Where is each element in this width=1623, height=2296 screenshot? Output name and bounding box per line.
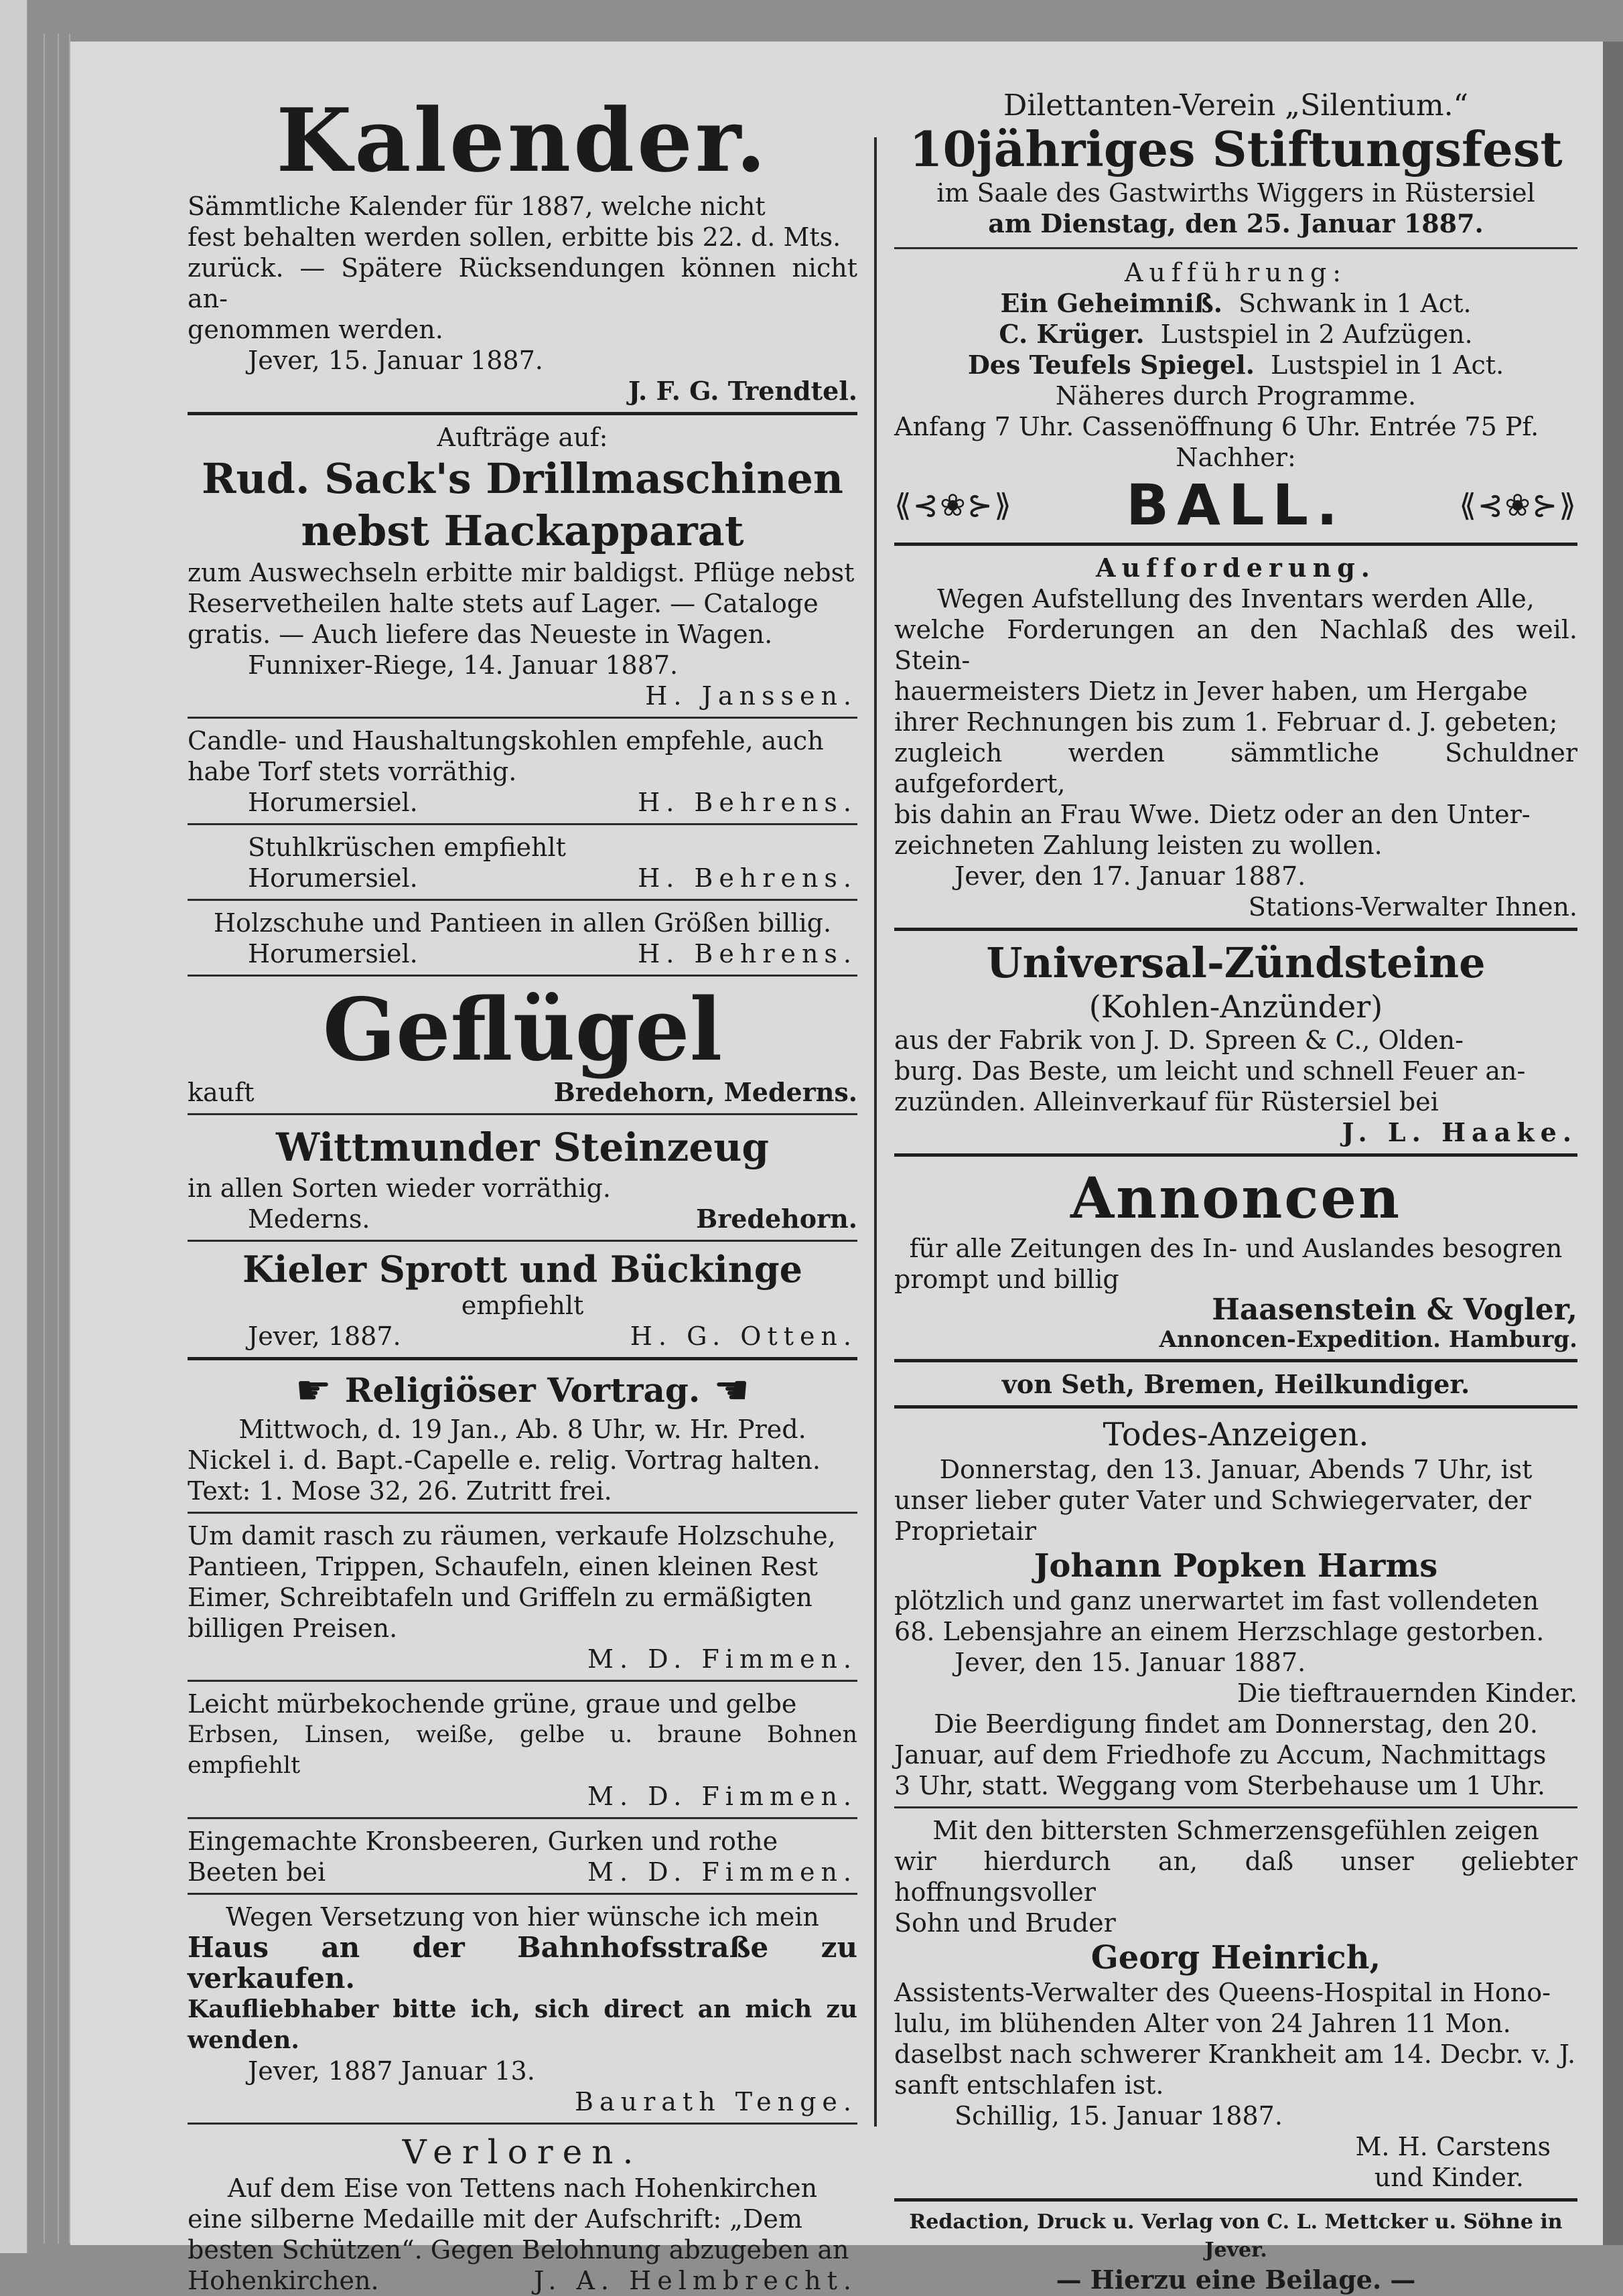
text-line: Nachher: bbox=[1176, 443, 1296, 472]
divider bbox=[188, 1817, 857, 1819]
pointing-hand-left-icon: ☚ bbox=[713, 1367, 750, 1414]
text-line: unser lieber guter Vater und Schwiegervater, der bbox=[894, 1486, 1531, 1515]
headline: Kalender. bbox=[276, 89, 769, 192]
text-line: Stuhlkrüschen empfiehlt bbox=[248, 833, 566, 862]
play-desc: Lustspiel in 1 Act. bbox=[1270, 350, 1504, 380]
ad-gefluegel bbox=[188, 980, 857, 1108]
text-line: wir hierdurch an, daß unser geliebter hoffnungsvoller bbox=[894, 1847, 1577, 1907]
text-line: prompt und billig bbox=[894, 1265, 1119, 1294]
page-shadow bbox=[1603, 42, 1623, 2245]
ornament-left-icon: ⟪⊰❀⊱⟫ bbox=[894, 487, 1013, 523]
ad-kronsbeeren bbox=[188, 1826, 857, 1887]
text-line: Nickel i. d. Bapt.-Capelle e. relig. Vortrag halten. bbox=[188, 1445, 821, 1475]
text-left: kauft bbox=[188, 1078, 255, 1107]
headline: Todes-Anzeigen. bbox=[1103, 1416, 1369, 1453]
text-line: Haus an der Bahnhofsstraße zu verkaufen. bbox=[188, 1931, 857, 1995]
text-line: von Seth, Bremen, Heilkundiger. bbox=[1001, 1369, 1470, 1399]
signature: Baurath Tenge. bbox=[575, 2087, 857, 2116]
pointing-hand-right-icon: ☛ bbox=[295, 1367, 332, 1414]
divider bbox=[188, 1240, 857, 1242]
headline: Annoncen bbox=[1070, 1165, 1402, 1231]
text-line: daselbst nach schwerer Krankheit am 14. Decbr. v. J. bbox=[894, 2039, 1576, 2069]
text-line: Eimer, Schreibtafeln und Griffeln zu ermäßigten bbox=[188, 1583, 813, 1612]
play-title: Des Teufels Spiegel. bbox=[967, 350, 1255, 380]
imprint-text: Redaction, Druck u. Verlag von C. L. Mettcker u. Söhne in Jever. bbox=[909, 2210, 1563, 2262]
signature: H. Janssen. bbox=[645, 681, 857, 711]
text-line: hauermeisters Dietz in Jever haben, um Hergabe bbox=[894, 676, 1528, 706]
page-stack-edge bbox=[60, 33, 70, 2244]
ad-holzschuhe bbox=[188, 908, 857, 969]
divider bbox=[188, 2123, 857, 2125]
ad-steinzeug bbox=[188, 1122, 857, 1234]
text-line: Holzschuhe und Pantieen in allen Größen billig. bbox=[213, 908, 832, 938]
divider bbox=[188, 1512, 857, 1514]
text-line: Proprietair bbox=[894, 1516, 1036, 1546]
page-edge bbox=[0, 0, 28, 2253]
page-stack-edge bbox=[46, 33, 59, 2244]
text-line: welche Forderungen an den Nachlaß des weil. Stein- bbox=[894, 615, 1577, 675]
signature: H. G. Otten. bbox=[630, 1321, 857, 1351]
place: Hohenkirchen. bbox=[188, 2266, 379, 2295]
text-line: Aufführung: bbox=[1124, 258, 1348, 287]
divider bbox=[188, 412, 857, 415]
text-line: Reservetheilen halte stets auf Lager. — Cataloge bbox=[188, 589, 819, 618]
play-desc: Schwank in 1 Act. bbox=[1238, 289, 1472, 318]
divider bbox=[894, 1153, 1577, 1157]
text-line: Mit den bittersten Schmerzensgefühlen zeigen bbox=[932, 1816, 1539, 1845]
text-line: besten Schützen“. Gegen Belohnung abzugeben an bbox=[188, 2235, 849, 2265]
text-line: zum Auswechseln erbitte mir baldigst. Pflüge nebst bbox=[188, 558, 855, 587]
text-left: Beeten bei bbox=[188, 1857, 326, 1887]
ad-seth bbox=[894, 1369, 1577, 1400]
text-line: Candle- und Haushaltungskohlen empfehle, auch bbox=[188, 726, 824, 756]
place-date: Jever, den 17. Januar 1887. bbox=[955, 861, 1306, 891]
text-line: fest behalten werden sollen, erbitte bis 22. d. Mts. bbox=[188, 222, 841, 252]
text-line: Um damit rasch zu räumen, verkaufe Holzschuhe, bbox=[188, 1521, 836, 1551]
signature: H. Behrens. bbox=[638, 863, 857, 893]
text-line: Donnerstag, den 13. Januar, Abends 7 Uhr, ist bbox=[939, 1455, 1533, 1484]
ad-kalender bbox=[188, 90, 857, 407]
text-line: sanft entschlafen ist. bbox=[894, 2070, 1164, 2100]
right-column bbox=[894, 90, 1577, 2295]
text-line: Wegen Aufstellung des Inventars werden Alle, bbox=[937, 584, 1535, 614]
text-line: gratis. — Auch liefere das Neueste in Wagen. bbox=[188, 620, 773, 649]
text-line: Kaufliebhaber bitte ich, sich direct an mich zu wenden. bbox=[188, 1995, 857, 2054]
place-date: Jever, den 15. Januar 1887. bbox=[955, 1648, 1306, 1677]
subheadline: (Kohlen-Anzünder) bbox=[1088, 989, 1383, 1025]
left-column bbox=[188, 90, 857, 2296]
place: Horumersiel. bbox=[248, 939, 418, 968]
divider bbox=[188, 1113, 857, 1115]
deceased-name: Johann Popken Harms bbox=[1034, 1547, 1438, 1585]
divider bbox=[894, 247, 1577, 249]
divider bbox=[894, 1405, 1577, 1409]
signature: J. A. Helmbrecht. bbox=[534, 2266, 857, 2295]
place-date: Schillig, 15. Januar 1887. bbox=[955, 2101, 1283, 2131]
headline: Verloren. bbox=[402, 2133, 643, 2171]
divider bbox=[188, 823, 857, 825]
text-line: genommen werden. bbox=[188, 315, 443, 344]
signature: Die tieftrauernden Kinder. bbox=[1237, 1678, 1577, 1708]
headline: Geflügel bbox=[322, 980, 723, 1080]
text-line: zeichneten Zahlung leisten zu wollen. bbox=[894, 831, 1383, 860]
play-title: Ein Geheimniß. bbox=[1000, 288, 1222, 318]
headline: Aufforderung. bbox=[1096, 553, 1376, 583]
imprint bbox=[894, 2208, 1577, 2295]
signature: H. Behrens. bbox=[638, 939, 857, 968]
play-title: C. Krüger. bbox=[999, 319, 1145, 349]
ad-zuendsteine bbox=[894, 938, 1577, 1148]
text-line: Mittwoch, d. 19 Jan., Ab. 8 Uhr, w. Hr. Pred. bbox=[238, 1415, 806, 1444]
divider bbox=[188, 717, 857, 719]
supplement-note: — Hierzu eine Beilage. — bbox=[1056, 2265, 1416, 2295]
text-line: Leicht mürbekochende grüne, graue und gelbe bbox=[188, 1689, 797, 1719]
text-line: eine silberne Medaille mit der Aufschrift: „Dem bbox=[188, 2204, 802, 2234]
headline: 10jähriges Stiftungsfest bbox=[909, 121, 1563, 177]
page-stack-edge bbox=[30, 33, 45, 2244]
event-date: am Dienstag, den 25. Januar 1887. bbox=[988, 208, 1484, 238]
text-line: aus der Fabrik von J. D. Spreen & C., Olden- bbox=[894, 1025, 1464, 1055]
place: Horumersiel. bbox=[248, 788, 418, 817]
text-line: Dilettanten-Verein „Silentium.“ bbox=[1003, 88, 1469, 123]
ad-vortrag bbox=[188, 1367, 857, 1506]
place-date: Jever, 15. Januar 1887. bbox=[248, 346, 543, 375]
headline: Religiöser Vortrag. bbox=[344, 1370, 701, 1410]
intro-text: Aufträge auf: bbox=[437, 423, 608, 452]
ad-erbsen bbox=[188, 1689, 857, 1812]
ad-kohlen bbox=[188, 725, 857, 818]
headline: Rud. Sack's Drillmaschinen bbox=[201, 454, 843, 503]
text-line: zuzünden. Alleinverkauf für Rüstersiel bei bbox=[894, 1087, 1439, 1117]
place-date: Jever, 1887 Januar 13. bbox=[248, 2056, 535, 2086]
signature: Bredehorn, Mederns. bbox=[553, 1077, 857, 1107]
place: Horumersiel. bbox=[248, 863, 418, 893]
text-line: für alle Zeitungen des In- und Auslandes besogren bbox=[909, 1234, 1563, 1263]
divider bbox=[188, 1680, 857, 1682]
ad-todesanzeige-harms bbox=[894, 1415, 1577, 1801]
headline: Universal-Zündsteine bbox=[986, 938, 1486, 987]
text-line: Erbsen, Linsen, weiße, gelbe u. braune Bohnen empfiehlt bbox=[188, 1721, 857, 1779]
headline: Kieler Sprott und Bückinge bbox=[242, 1248, 802, 1291]
divider bbox=[188, 1357, 857, 1360]
text-line: habe Torf stets vorräthig. bbox=[188, 757, 517, 786]
signature: J. F. G. Trendtel. bbox=[628, 376, 857, 406]
place-date: Funnixer-Riege, 14. Januar 1887. bbox=[248, 650, 679, 680]
deceased-name: Georg Heinrich, bbox=[1090, 1939, 1381, 1977]
text-line: zurück. — Spätere Rücksendungen können nicht an- bbox=[188, 253, 857, 313]
column-rule bbox=[874, 137, 877, 2127]
text-line: Auf dem Eise von Tettens nach Hohenkirchen bbox=[227, 2173, 818, 2203]
firm-sub: Annoncen-Expedition. Hamburg. bbox=[1159, 1326, 1577, 1353]
ad-drillmaschinen bbox=[188, 422, 857, 711]
text-line: 68. Lebensjahre an einem Herzschlage gestorben. bbox=[894, 1617, 1545, 1646]
text-line: Januar, auf dem Friedhofe zu Accum, Nachmittags bbox=[894, 1740, 1547, 1770]
ad-stuhl bbox=[188, 832, 857, 893]
text-line: Eingemachte Kronsbeeren, Gurken und rothe bbox=[188, 1826, 778, 1856]
divider bbox=[188, 975, 857, 977]
text-line: lulu, im blühenden Alter von 24 Jahren 11 Mon. bbox=[894, 2009, 1511, 2038]
ad-sprott bbox=[188, 1248, 857, 1352]
text-line: billigen Preisen. bbox=[188, 1613, 398, 1643]
ad-haus bbox=[188, 1902, 857, 2117]
signature: Bredehorn. bbox=[696, 1204, 857, 1234]
text-line: zugleich werden sämmtliche Schuldner aufgefordert, bbox=[894, 738, 1577, 798]
place-date: Jever, 1887. bbox=[248, 1321, 401, 1351]
text-line: Sohn und Bruder bbox=[894, 1908, 1116, 1938]
divider bbox=[894, 543, 1577, 546]
signature: und Kinder. bbox=[1374, 2163, 1524, 2192]
headline: Wittmunder Steinzeug bbox=[276, 1125, 769, 1170]
signature: M. D. Fimmen. bbox=[587, 1857, 857, 1887]
signature: J. L. Haake. bbox=[1342, 1117, 1577, 1147]
divider bbox=[894, 2198, 1577, 2202]
text-line: Pantieen, Trippen, Schaufeln, einen kleinen Rest bbox=[188, 1552, 819, 1581]
text-line: Sämmtliche Kalender für 1887, welche nicht bbox=[188, 192, 766, 221]
signature: H. Behrens. bbox=[638, 788, 857, 817]
place: Mederns. bbox=[248, 1204, 370, 1234]
firm-name: Haasenstein & Vogler, bbox=[1212, 1293, 1577, 1327]
signature: Stations-Verwalter Ihnen. bbox=[1248, 892, 1577, 922]
divider bbox=[894, 928, 1577, 931]
text-line: burg. Das Beste, um leicht und schnell Feuer an- bbox=[894, 1056, 1526, 1086]
ad-silentium bbox=[894, 90, 1577, 537]
signature: M. D. Fimmen. bbox=[587, 1644, 857, 1674]
headline-ball: BALL. bbox=[1126, 472, 1346, 538]
play-desc: Lustspiel in 2 Aufzügen. bbox=[1160, 319, 1473, 349]
text-line: in allen Sorten wieder vorräthig. bbox=[188, 1173, 611, 1203]
text-line: Assistents-Verwalter des Queens-Hospital in Hono- bbox=[894, 1978, 1551, 2007]
ad-annoncen bbox=[894, 1163, 1577, 1354]
text-line: Näheres durch Programme. bbox=[1055, 381, 1417, 411]
text-line: 3 Uhr, statt. Weggang vom Sterbehause um 1 Uhr. bbox=[894, 1771, 1545, 1800]
ad-raeumen bbox=[188, 1520, 857, 1674]
ad-todesanzeige-heinrich bbox=[894, 1815, 1577, 2193]
divider bbox=[894, 1806, 1577, 1808]
divider bbox=[894, 1359, 1577, 1362]
text-line: Text: 1. Mose 32, 26. Zutritt frei. bbox=[188, 1476, 612, 1506]
text-line: Anfang 7 Uhr. Cassenöffnung 6 Uhr. Entrée 75 Pf. bbox=[894, 412, 1539, 441]
signature: M. D. Fimmen. bbox=[587, 1782, 857, 1811]
text-line: ihrer Rechnungen bis zum 1. Februar d. J. gebeten; bbox=[894, 707, 1558, 737]
text-line: Die Beerdigung findet am Donnerstag, den 20. bbox=[934, 1709, 1538, 1739]
divider bbox=[188, 899, 857, 901]
signature: M. H. Carstens bbox=[1355, 2132, 1551, 2161]
ad-verloren bbox=[188, 2131, 857, 2296]
text-line: im Saale des Gastwirths Wiggers in Rüstersiel bbox=[936, 178, 1535, 208]
divider bbox=[188, 1893, 857, 1895]
ad-aufforderung bbox=[894, 553, 1577, 922]
text-line: empfiehlt bbox=[461, 1291, 584, 1320]
text-line: Wegen Versetzung von hier wünsche ich mein bbox=[226, 1902, 819, 1932]
ornament-right-icon: ⟪⊰❀⊱⟫ bbox=[1459, 487, 1577, 523]
text-line: bis dahin an Frau Wwe. Dietz oder an den Unter- bbox=[894, 800, 1531, 829]
text-line: plötzlich und ganz unerwartet im fast vollendeten bbox=[894, 1586, 1539, 1616]
headline: nebst Hackapparat bbox=[301, 506, 744, 555]
